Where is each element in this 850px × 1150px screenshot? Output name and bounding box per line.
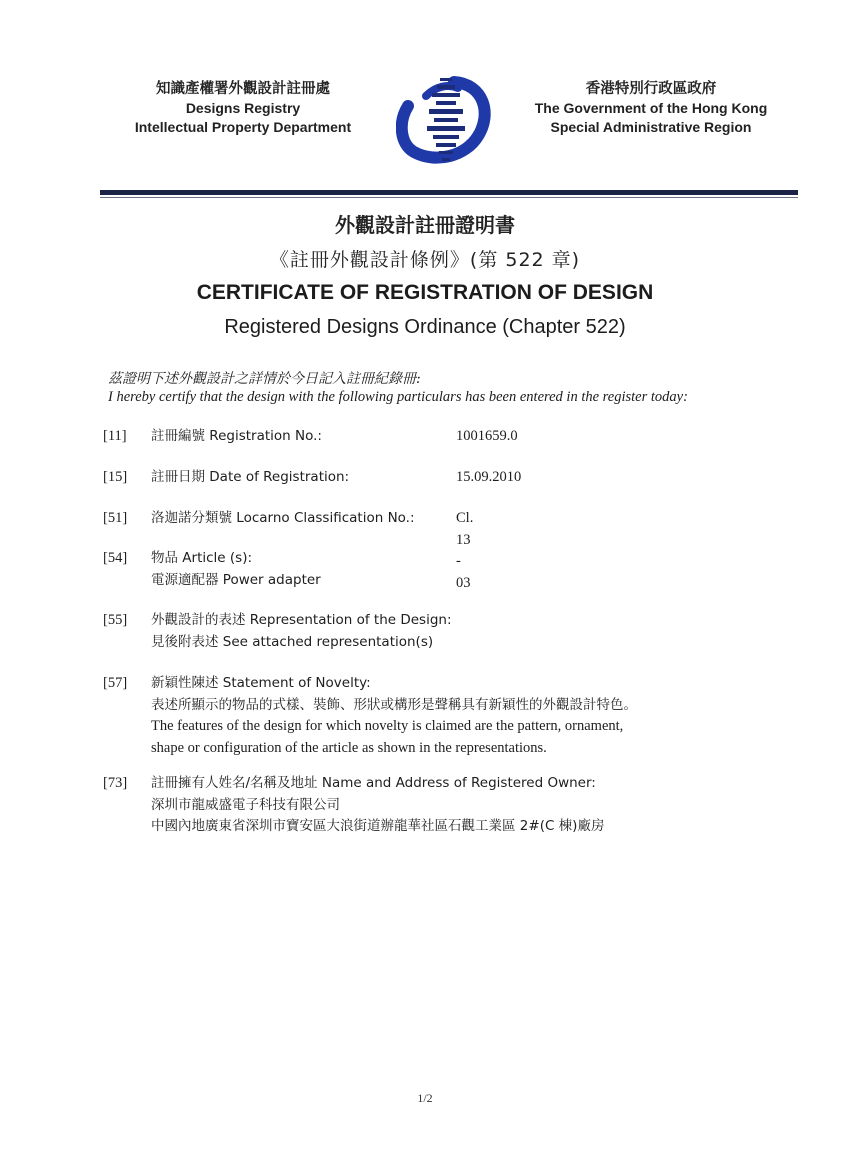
field-code: [51] — [103, 510, 128, 526]
government-name-line1: The Government of the Hong Kong — [534, 100, 768, 116]
field-label: 註冊擁有人姓名/名稱及地址 Name and Address of Registered Owner: — [151, 775, 596, 791]
header-divider — [100, 190, 798, 195]
government-name-cn: 香港特別行政區政府 — [585, 81, 717, 97]
field-code: [54] — [103, 550, 128, 566]
article-value: 電源適配器 Power adapter — [151, 571, 321, 588]
field-body — [151, 548, 771, 591]
field-body — [151, 773, 771, 838]
page-number: 1/2 — [417, 1091, 433, 1105]
novelty-statement-en-line2: shape or configuration of the article as shown in the representations. — [151, 739, 547, 756]
field-label: 外觀設計的表述 Representation of the Design: — [151, 612, 452, 628]
registration-date-value: 15.09.2010 — [456, 469, 522, 485]
owner-address: 中國內地廣東省深圳市寶安區大浪街道辦龍華社區石觀工業區 2#(C 棟)廠房 — [151, 818, 605, 834]
owner-name: 深圳市龍威盛電子科技有限公司 — [151, 796, 340, 813]
field-code: [11] — [103, 428, 127, 444]
field-code: [15] — [103, 469, 128, 485]
title-cn: 外觀設計註冊證明書 — [335, 213, 515, 237]
field-label: 新穎性陳述 Statement of Novelty: — [151, 675, 371, 691]
issuer-department — [93, 80, 393, 137]
government-name — [501, 80, 801, 137]
field-label: 註冊日期 Date of Registration: — [151, 469, 350, 485]
header-divider-thin — [100, 197, 798, 198]
certify-statement-cn: 茲證明下述外觀設計之詳情於今日記入註冊紀錄冊: — [108, 371, 421, 387]
field-code: [57] — [103, 675, 128, 691]
field-body — [151, 673, 771, 759]
field-body — [151, 610, 771, 653]
government-name-line2: Special Administrative Region — [550, 119, 752, 135]
title-en: CERTIFICATE OF REGISTRATION OF DESIGN — [196, 281, 654, 304]
field-label: 註冊編號 Registration No.: — [151, 428, 322, 444]
hksar-emblem-icon — [396, 74, 496, 166]
ordinance-en: Registered Designs Ordinance (Chapter 522) — [224, 316, 626, 338]
representation-value: 見後附表述 See attached representation(s) — [151, 633, 434, 650]
locarno-classification-value: Cl. 13 - 03 — [456, 510, 474, 591]
field-label: 洛迦諾分類號 Locarno Classification No.: — [151, 510, 415, 526]
certify-statement-en: I hereby certify that the design with the following particulars has been entered in the register today: — [108, 389, 688, 405]
registration-no-value: 1001659.0 — [456, 428, 518, 444]
issuer-registry-name: Designs Registry — [185, 100, 301, 116]
novelty-statement-en-line1: The features of the design for which novelty is claimed are the pattern, ornament, — [151, 718, 624, 734]
ordinance-cn: 《註冊外觀設計條例》(第 522 章) — [269, 249, 581, 271]
field-code: [55] — [103, 612, 128, 628]
novelty-statement-cn: 表述所顯示的物品的式樣、裝飾、形狀或構形是聲稱具有新穎性的外觀設計特色。 — [151, 696, 637, 713]
field-code: [73] — [103, 775, 128, 791]
issuer-department-name: Intellectual Property Department — [134, 119, 352, 135]
issuer-department-cn: 知識產權署外觀設計註冊處 — [156, 81, 330, 97]
field-label: 物品 Article (s): — [151, 550, 253, 566]
